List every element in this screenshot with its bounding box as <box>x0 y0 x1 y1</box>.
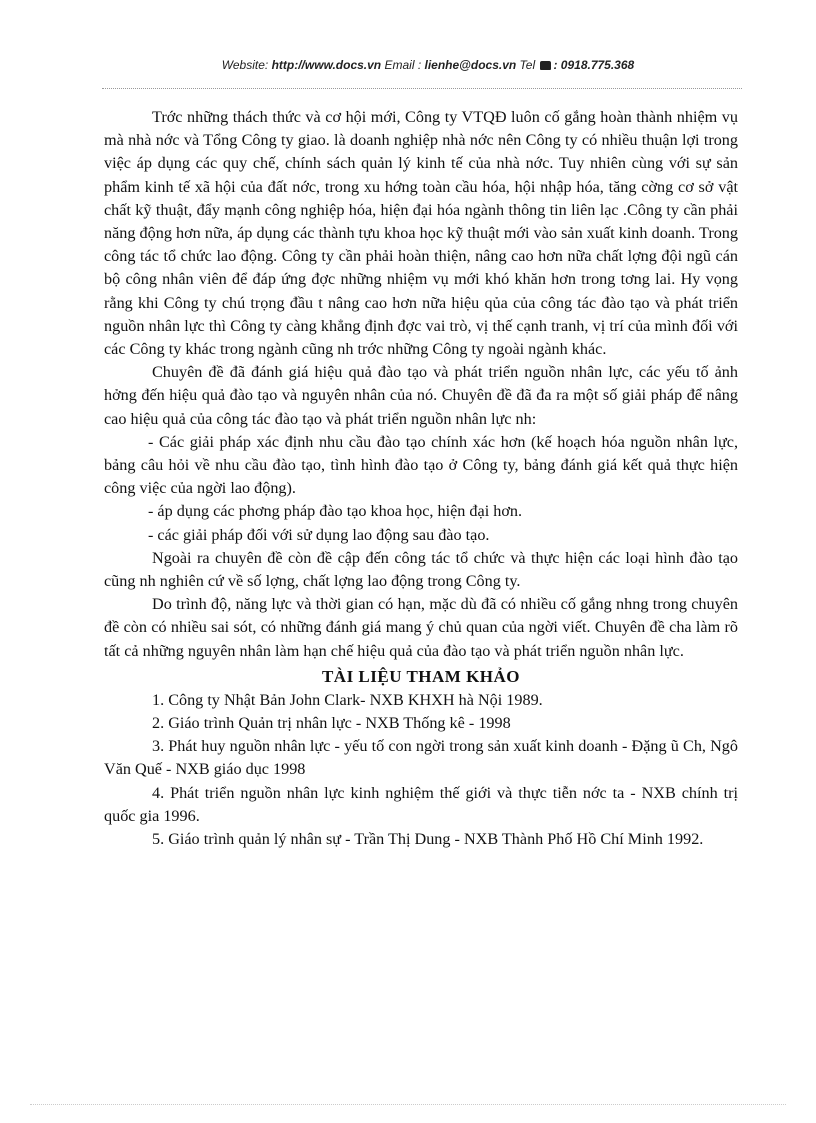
website-link[interactable]: http://www.docs.vn <box>271 58 382 72</box>
paragraph-conclusion-4: Do trình độ, năng lực và thời gian có hạn, mặc dù đã có nhiều cố gắng nhng trong chuyên đề còn có nhiều sai sót, có những đánh giá mang ý chủ quan của ngời viết. Chuyên đề cha làm rõ tất cả những nguyên nhân làm hạn chế hiệu quả của đào tạo và phát triển nguồn nhân lực. <box>104 595 738 660</box>
email-link[interactable]: lienhe@docs.vn <box>424 58 517 72</box>
reference-item-1: 1. Công ty Nhật Bản John Clark- NXB KHXH hà Nội 1989. <box>152 690 543 709</box>
phone-icon <box>540 61 551 70</box>
solution-item-3: - các giải pháp đối với sử dụng lao động sau đào tạo. <box>148 525 490 544</box>
header-divider <box>102 88 742 89</box>
footer-divider <box>30 1104 786 1105</box>
solution-item-1: - Các giải pháp xác định nhu cầu đào tạo chính xác hơn (kế hoạch hóa nguồn nhân lực, bảng câu hỏi về nhu cầu đào tạo, tình hình đào tạo ở Công ty, bảng đánh giá kết quả thực hiện công việc của ngời lao động). <box>104 432 738 498</box>
references-heading: TÀI LIỆU THAM KHẢO <box>321 666 521 686</box>
paragraph-conclusion-1: Trớc những thách thức và cơ hội mới, Công ty VTQĐ luôn cố gắng hoàn thành nhiệm vụ mà nhà nớc và Tổng Công ty giao. là doanh nghiệp nhà nớc nên Công ty có nhiều thuận lợi trong việc áp dụng các quy chế, chính sách quản lý kinh tế của nhà nớc. Tuy nhiên cùng với sự sản phẩm kinh tế xã hội của đất nớc, trong xu hớng toàn cầu hóa, hội nhập hóa, tăng cờng cơ sở vật chất kỹ thuật, đẩy mạnh công nghiệp hóa, hiện đại hóa ngành thông tin liên lạc .Công ty cần phải năng động hơn nữa, áp dụng các thành tựu khoa học kỹ thuật mới vào sản xuất kinh doanh. Trong công tác tổ chức lao động. Công ty cần phải hoàn thiện, nâng cao hơn nữa chất lợng đội ngũ cán bộ công nhân viên để đáp ứng đợc những nhiệm vụ mới khó khăn hơn trong tơng lai. Hy vọng rằng khi Công ty chú trọng đầu t nâng cao hơn nữa hiệu qủa của công tác đào tạo và phát triển nguồn nhân lực thì Công ty càng khẳng định đợc vai trò, vị thế cạnh tranh, vị trí của mình đối với các Công ty khác trong ngành cũng nh trớc những Công ty ngoài ngành khác. <box>104 108 738 359</box>
paragraph-conclusion-3: Ngoài ra chuyên đề còn đề cập đến công tác tổ chức và thực hiện các loại hình đào tạo cũng nh nghiên cứ về số lợng, chất lợng lao động trong Công ty. <box>104 548 738 591</box>
reference-item-5: 5. Giáo trình quản lý nhân sự - Trần Thị Dung - NXB Thành Phố Hồ Chí Minh 1992. <box>152 830 704 849</box>
phone-number: : 0918.775.368 <box>553 58 635 72</box>
document-body <box>104 106 738 851</box>
tel-label: Tel <box>516 58 539 72</box>
reference-item-4: 4. Phát triển nguồn nhân lực kinh nghiệm thế giới và thực tiễn nớc ta - NXB chính trị quốc gia 1996. <box>104 783 738 825</box>
website-label: Website: <box>221 58 272 72</box>
page-header <box>0 58 816 72</box>
solution-item-2: - áp dụng các phơng pháp đào tạo khoa học, hiện đại hơn. <box>148 502 523 521</box>
paragraph-conclusion-2: Chuyên đề đã đánh giá hiệu quả đào tạo và phát triển nguồn nhân lực, các yếu tố ảnh hởng đến hiệu quả đào tạo và nguyên nhân của nó. Chuyên đề đã đa ra một số giải pháp để nâng cao hiệu quả của công tác đào tạo và phát triển nguồn nhân lực nh: <box>104 363 738 428</box>
reference-item-3: 3. Phát huy nguồn nhân lực - yếu tố con ngời trong sản xuất kinh doanh - Đặng ũ Ch, Ngô Văn Quế - NXB giáo dục 1998 <box>104 737 738 779</box>
reference-item-2: 2. Giáo trình Quản trị nhân lực - NXB Thống kê - 1998 <box>152 714 511 733</box>
email-label: Email : <box>381 58 425 72</box>
